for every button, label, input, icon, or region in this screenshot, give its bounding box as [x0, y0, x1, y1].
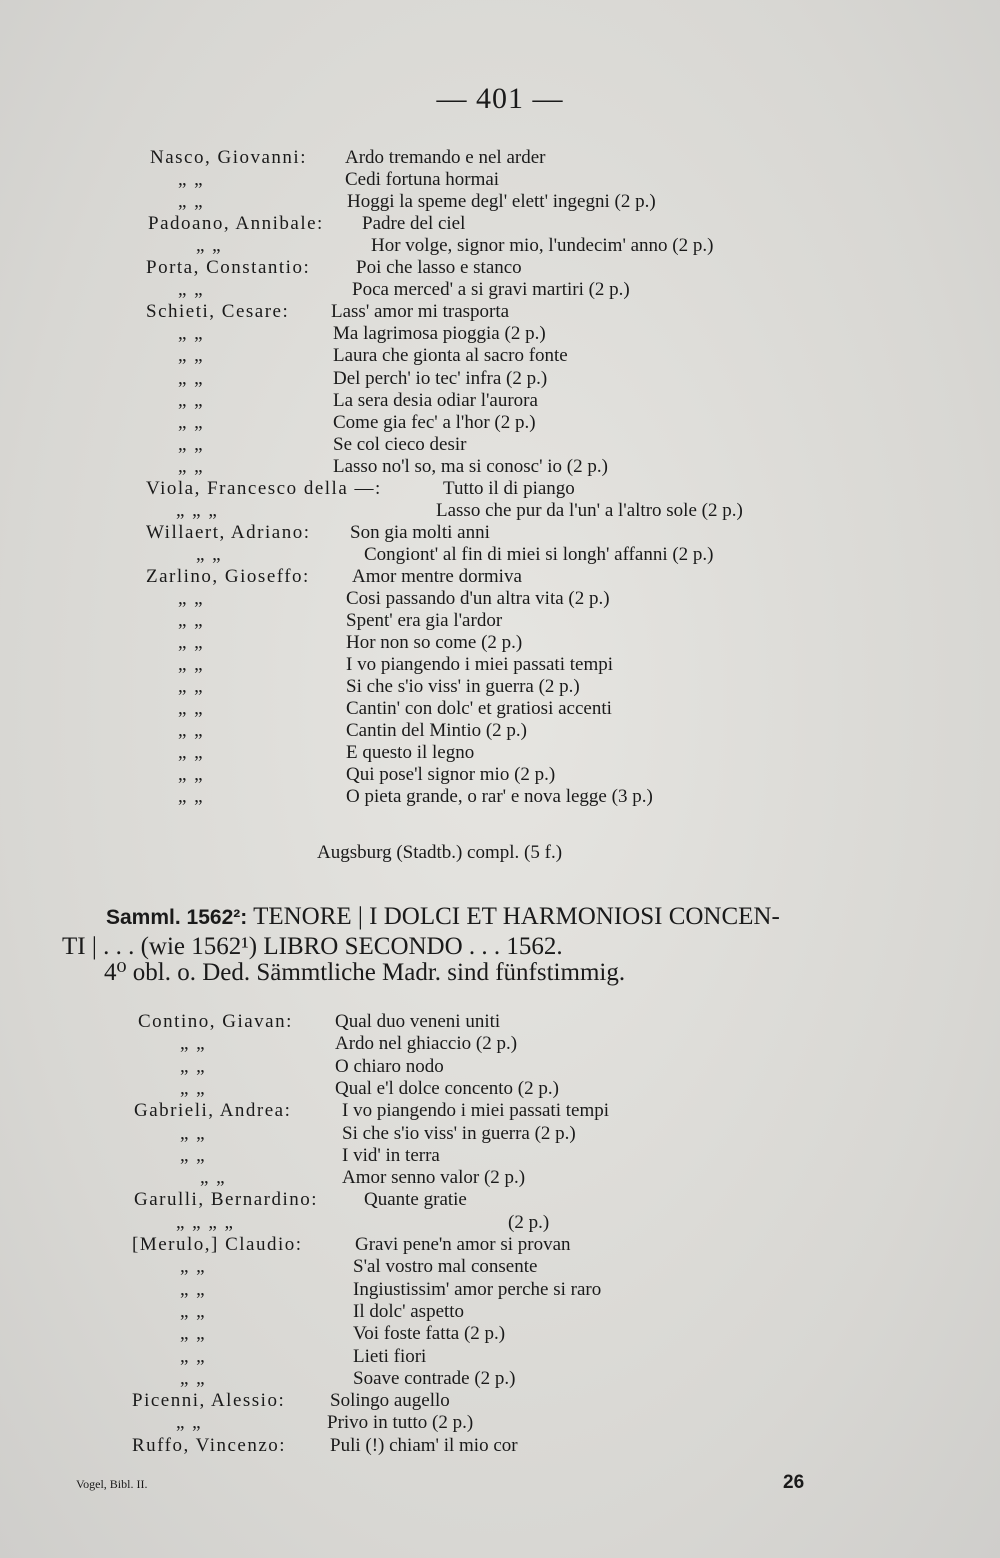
composer-name: „ „: [180, 1122, 207, 1144]
madrigal-title: Ma lagrimosa pioggia (2 p.): [333, 323, 546, 345]
madrigal-title: Soave contrade (2 p.): [353, 1367, 516, 1389]
composer-name: „ „: [178, 720, 205, 742]
madrigal-title: Gravi pene'n amor si provan: [355, 1234, 571, 1255]
composer-name: Padoano, Annibale:: [148, 213, 324, 235]
composer-name: „ „: [200, 1167, 227, 1189]
composer-name: „ „: [180, 1256, 207, 1278]
madrigal-title: Amor senno valor (2 p.): [342, 1167, 526, 1189]
madrigal-title: Qual e'l dolce concento (2 p.): [335, 1077, 559, 1099]
composer-name: „ „: [178, 367, 205, 389]
madrigal-title: Poca merced' a si gravi martiri (2 p.): [352, 279, 630, 301]
page-number: — 401 —: [436, 82, 564, 115]
section-heading-line3: 4⁰ obl. o. Ded. Sämmtliche Madr. sind fünfstimmig.: [104, 959, 626, 986]
madrigal-title: Ardo tremando e nel arder: [345, 147, 546, 168]
madrigal-title: I vo piangendo i miei passati tempi: [342, 1100, 610, 1122]
composer-name: „ „: [178, 389, 205, 411]
composer-name: „ „ „ „: [176, 1211, 235, 1233]
composer-name: „ „: [178, 323, 205, 345]
composer-name: „ „: [180, 1144, 207, 1166]
sheet-signature: 26: [783, 1472, 805, 1493]
composer-name: Garulli, Bernardino:: [134, 1189, 319, 1211]
composer-name: „ „: [180, 1323, 207, 1345]
madrigal-title: Puli (!) chiam' il mio cor: [330, 1434, 518, 1456]
collection-title-1: TENORE | I DOLCI ET HARMONIOSI CONCEN-: [253, 903, 780, 930]
madrigal-title: Tutto il di piango: [443, 477, 575, 499]
composer-name: „ „: [180, 1055, 207, 1077]
composer-name: „ „: [196, 235, 223, 257]
composer-name: „ „: [178, 433, 205, 455]
composer-name: „ „: [180, 1367, 207, 1389]
madrigal-title: Cantin del Mintio (2 p.): [346, 720, 528, 742]
madrigal-title: Padre del ciel: [362, 213, 466, 235]
composer-name: „ „: [178, 698, 205, 720]
section-heading-line2: TI | . . . (wie 1562¹) LIBRO SECONDO . . . 1562.: [62, 933, 563, 960]
composer-name: Porta, Constantio:: [146, 257, 311, 279]
composer-name: „ „: [178, 786, 205, 808]
madrigal-title: Come gia fec' a l'hor (2 p.): [333, 411, 536, 433]
composer-name: Schieti, Cesare:: [146, 301, 290, 323]
madrigal-title: Del perch' io tec' infra (2 p.): [333, 367, 548, 389]
madrigal-title: Qui pose'l signor mio (2 p.): [346, 764, 556, 786]
composer-name: „ „: [178, 632, 205, 654]
composer-name: „ „: [178, 411, 205, 433]
madrigal-title: La sera desia odiar l'aurora: [333, 389, 538, 411]
madrigal-title: Son gia molti anni: [350, 521, 490, 543]
madrigal-title: Lasso no'l so, ma si conosc' io (2 p.): [333, 455, 608, 477]
composer-name: „ „ „: [176, 499, 219, 521]
footer-bibliography: Vogel, Bibl. II.: [76, 1477, 148, 1491]
madrigal-title: Il dolc' aspetto: [353, 1300, 465, 1322]
madrigal-title: Quante gratie: [364, 1189, 467, 1211]
madrigal-title: Voi foste fatta (2 p.): [353, 1323, 506, 1345]
composer-name: „ „: [178, 455, 205, 477]
madrigal-title: Hoggi la speme degl' elett' ingegni (2 p.): [347, 191, 656, 213]
composer-name: „ „: [180, 1077, 207, 1099]
madrigal-title: Lasso che pur da l'un' a l'altro sole (2 p.): [436, 499, 743, 521]
library-location: Augsburg (Stadtb.) compl. (5 f.): [317, 842, 563, 863]
collection-label: Samml. 1562²:: [106, 906, 248, 929]
madrigal-title: Amor mentre dormiva: [352, 565, 522, 587]
madrigal-title: O chiaro nodo: [335, 1055, 444, 1077]
madrigal-title: Laura che gionta al sacro fonte: [333, 345, 568, 367]
composer-name: „ „: [178, 169, 205, 191]
composer-name: Gabrieli, Andrea:: [134, 1100, 292, 1122]
composer-name: Zarlino, Gioseffo:: [146, 565, 310, 587]
madrigal-title: (2 p.): [508, 1211, 550, 1233]
composer-name: „ „: [178, 764, 205, 786]
madrigal-title: Ingiustissim' amor perche si raro: [353, 1278, 602, 1300]
madrigal-title: I vo piangendo i miei passati tempi: [346, 654, 614, 676]
composer-name: „ „: [180, 1345, 207, 1367]
madrigal-title: I vid' in terra: [342, 1144, 440, 1166]
composer-name: „ „: [178, 676, 205, 698]
madrigal-title: Hor non so come (2 p.): [346, 632, 523, 654]
madrigal-title: Lieti fiori: [353, 1345, 427, 1367]
composer-name: Ruffo, Vincenzo:: [132, 1434, 287, 1456]
composer-name: „ „: [178, 191, 205, 213]
madrigal-title: Cosi passando d'un altra vita (2 p.): [346, 588, 610, 609]
composer-name: Picenni, Alessio:: [132, 1390, 286, 1412]
madrigal-title: Qual duo veneni uniti: [335, 1011, 501, 1032]
composer-name: „ „: [180, 1278, 207, 1300]
madrigal-title: Lass' amor mi trasporta: [331, 301, 510, 323]
madrigal-title: Se col cieco desir: [333, 433, 467, 455]
madrigal-title: Ardo nel ghiaccio (2 p.): [335, 1033, 518, 1055]
composer-name: „ „: [180, 1033, 207, 1055]
madrigal-title: Hor volge, signor mio, l'undecim' anno (2 p.): [371, 235, 714, 257]
madrigal-title: Spent' era gia l'ardor: [346, 610, 503, 632]
composer-name: Nasco, Giovanni:: [150, 147, 307, 168]
composer-name: „ „: [176, 1412, 203, 1434]
composer-name: „ „: [178, 345, 205, 367]
composer-name: „ „: [180, 1300, 207, 1322]
composer-name: „ „: [178, 279, 205, 301]
composer-name: „ „: [178, 588, 205, 609]
madrigal-title: Poi che lasso e stanco: [356, 257, 522, 279]
madrigal-title: O pieta grande, o rar' e nova legge (3 p.): [346, 786, 653, 808]
composer-name: „ „: [196, 543, 223, 565]
madrigal-title: Si che s'io viss' in guerra (2 p.): [346, 676, 580, 698]
madrigal-title: Si che s'io viss' in guerra (2 p.): [342, 1122, 576, 1144]
madrigal-title: Cedi fortuna hormai: [345, 169, 500, 191]
madrigal-title: Cantin' con dolc' et gratiosi accenti: [346, 698, 612, 720]
madrigal-title: Solingo augello: [330, 1390, 450, 1412]
composer-name: „ „: [178, 742, 205, 764]
madrigal-title: E questo il legno: [346, 742, 475, 764]
composer-name: Contino, Giavan:: [138, 1011, 293, 1032]
madrigal-title: Privo in tutto (2 p.): [327, 1412, 474, 1434]
madrigal-title: S'al vostro mal consente: [353, 1256, 538, 1278]
composer-name: „ „: [178, 654, 205, 676]
madrigal-title: Congiont' al fin di miei si longh' affanni (2 p.): [364, 543, 714, 565]
composer-name: [Merulo,] Claudio:: [132, 1234, 303, 1255]
composer-name: Willaert, Adriano:: [146, 521, 311, 543]
composer-name: „ „: [178, 610, 205, 632]
section-heading-line1: [106, 902, 780, 933]
composer-name: Viola, Francesco della —:: [146, 477, 382, 499]
